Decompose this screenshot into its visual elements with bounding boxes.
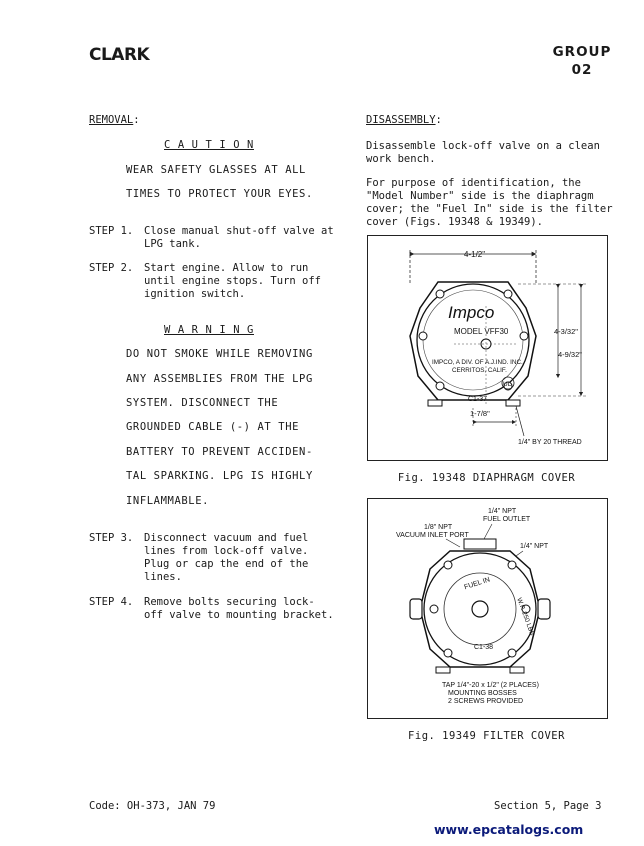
warning-title: W A R N I N G: [164, 324, 254, 336]
warning-line-1: DO NOT SMOKE WHILE REMOVING: [126, 348, 313, 360]
caution-line-2: TIMES TO PROTECT YOUR EYES.: [126, 188, 313, 200]
step-1-text: Close manual shut-off valve at LPG tank.: [144, 225, 334, 250]
disassembly-heading: [366, 114, 442, 127]
fuel-outlet-size: 1/4" NPT: [488, 508, 517, 515]
ul-mark: UL: [503, 381, 512, 388]
diaphragm-cover-drawing: [368, 236, 607, 460]
figure-diaphragm-cover: [367, 235, 608, 461]
warning-line-2: ANY ASSEMBLIES FROM THE LPG: [126, 373, 313, 385]
step-3-text: Disconnect vacuum and fuel lines from lock-off valve. Plug or cap the end of the lines.: [144, 532, 309, 583]
step-4: [89, 596, 339, 624]
removal-heading-colon: :: [133, 114, 140, 126]
dim-upper-label: 4-3/32": [554, 327, 578, 336]
dim-bottom-label: 1-7/8": [470, 409, 490, 418]
wp-rating-text: W.P. 250 LBS: [515, 596, 536, 637]
vacuum-size: 1/8" NPT: [424, 524, 453, 531]
step-2-number: STEP 2.: [89, 262, 134, 274]
group-label: [544, 44, 620, 78]
footer-section: Section 5, Page 3: [494, 800, 602, 812]
warning-line-5: BATTERY TO PREVENT ACCIDEN-: [126, 446, 313, 458]
watermark-link[interactable]: www.epcatalogs.com: [434, 822, 584, 837]
tap-note-3: 2 SCREWS PROVIDED: [448, 698, 524, 705]
part-code-c1-37: C1-37: [468, 396, 488, 403]
removal-heading-text: REMOVAL: [89, 114, 134, 126]
fuel-in-text: FUEL IN: [463, 576, 491, 592]
maker-line-2: CERRITOS, CALIF.: [452, 367, 507, 374]
disassembly-heading-colon: :: [435, 114, 442, 126]
disassembly-heading-text: DISASSEMBLY: [366, 114, 436, 126]
impco-logo-text: Impco: [448, 303, 495, 322]
warning-line-7: INFLAMMABLE.: [126, 495, 210, 507]
step-4-text: Remove bolts securing lock- off valve to mounting bracket.: [144, 596, 334, 621]
step-1: [89, 225, 339, 253]
group-word: GROUP: [552, 44, 612, 60]
model-text: MODEL VFF30: [454, 327, 509, 336]
part-code-c1-38: C1-38: [474, 644, 494, 651]
fuel-outlet-label: FUEL OUTLET: [483, 516, 531, 523]
warning-line-6: TAL SPARKING. LPG IS HIGHLY: [126, 470, 313, 482]
step-1-number: STEP 1.: [89, 225, 134, 237]
step-4-number: STEP 4.: [89, 596, 134, 608]
dim-width-label: 4-1/2": [464, 250, 486, 259]
warning-line-4: GROUNDED CABLE (-) AT THE: [126, 421, 300, 433]
disassembly-paragraph-2: For purpose of identification, the "Model Number" side is the diaphragm cover; the "Fuel In" side is the filter cover (Figs. 19348 & 19349).: [366, 177, 613, 228]
figure-19348-caption: Fig. 19348 DIAPHRAGM COVER: [397, 472, 576, 484]
maker-line-1: IMPCO, A DIV. OF A.J.IND. INC.: [432, 359, 523, 366]
figure-filter-cover: [367, 498, 608, 719]
group-number: 02: [571, 62, 593, 78]
dim-lower-label: 4-9/32": [558, 350, 582, 359]
step-2: [89, 262, 339, 304]
removal-heading: [89, 114, 140, 127]
tap-note-1: TAP 1/4"-20 x 1/2" (2 PLACES): [442, 682, 539, 689]
thread-note: 1/4" BY 20 THREAD: [518, 439, 582, 446]
figure-19349-caption: Fig. 19349 FILTER COVER: [408, 730, 565, 742]
step-3: [89, 532, 339, 586]
caution-title: C A U T I O N: [164, 139, 254, 151]
footer-code: Code: OH-373, JAN 79: [89, 800, 216, 812]
warning-line-3: SYSTEM. DISCONNECT THE: [126, 397, 279, 409]
vacuum-label: VACUUM INLET PORT: [396, 532, 469, 539]
caution-line-1: WEAR SAFETY GLASSES AT ALL: [126, 164, 306, 176]
tap-note-2: MOUNTING BOSSES: [448, 690, 517, 697]
filter-cover-drawing: [368, 499, 607, 718]
disassembly-paragraph-1: Disassemble lock-off valve on a clean work bench.: [366, 140, 600, 165]
npt-right-label: 1/4" NPT: [520, 543, 549, 550]
brand-logo: CLARK: [89, 45, 150, 65]
step-3-number: STEP 3.: [89, 532, 134, 544]
step-2-text: Start engine. Allow to run until engine stops. Turn off ignition switch.: [144, 262, 322, 300]
